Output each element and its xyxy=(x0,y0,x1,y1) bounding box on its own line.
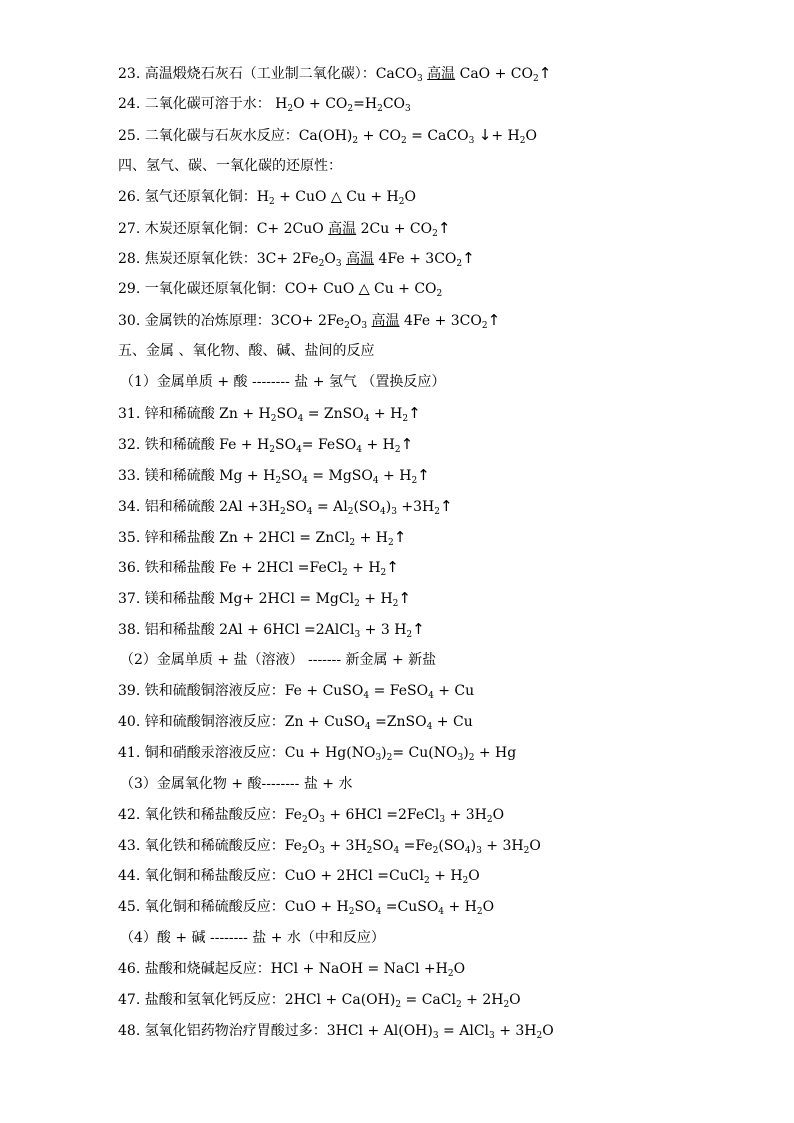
equation-line: 46. 盐酸和烧碱起反应：HCl + NaOH = NaCl $+H_2O$ xyxy=(118,961,466,980)
equation-line: 36. 铁和稀盐酸 Fe + 2HCl =FeCl$_2$ + $H_2↑$ xyxy=(118,558,399,579)
equation-line: 34. 铝和稀硫酸 $2Al +3H_2SO_4 = Al_2(SO_4)_3$ $+3H_2↑$ xyxy=(118,496,453,517)
equation-line: 26. 氢气还原氧化铜：$H_2$ + CuO △ $Cu + H_2O$ xyxy=(118,188,416,207)
equation-line: 40. 锌和硫酸铜溶液反应：Zn + CuSO$_4$ =ZnSO$_4$ + Cu xyxy=(118,713,473,732)
section-heading: 五、金属 、氧化物、酸、碱、盐间的反应 xyxy=(118,343,375,360)
subsection-heading: （1）金属单质 + 酸 -------- 盐 + 氢气 （置换反应） xyxy=(120,374,446,390)
equation-line: 39. 铁和硫酸铜溶液反应：Fe + CuSO$_4$ = FeSO$_4$ + Cu xyxy=(118,683,475,701)
equation-line: 35. 锌和稀盐酸 Zn + 2HCl = ZnCl$_2$ + $H_2↑$ xyxy=(118,527,407,548)
equation-line: 42. 氧化铁和稀盐酸反应：$Fe_2O_3 + 6HCl$ =2FeCl$_3$ + $3H_2O$ xyxy=(118,806,505,825)
equation-line: 37. 镁和稀盐酸 Mg+ 2HCl = MgCl$_2$ + $H_2↑$ xyxy=(118,589,411,610)
equation-line: 47. 盐酸和氢氧化钙反应：$2HCl + Ca(OH)_2$ = CaCl$_2$ + $2H_2O$ xyxy=(118,992,521,1010)
equation-line: 29. 一氧化碳还原氧化铜：CO+ CuO △ $Cu + CO_2$ xyxy=(118,281,443,300)
equation-line: 25. 二氧化碳与石灰水反应：$Ca(OH)_2 + CO_2$ = CaCO$_3$ ↓+ $H_2O$ xyxy=(118,125,537,146)
equation-line: 23. 高温煅烧石灰石（工业制二氧化碳）：CaCO$_3$ 高温 CaO + $CO_2↑$ xyxy=(118,64,552,84)
subsection-heading: （4）酸 + 碱 -------- 盐 + 水（中和反应） xyxy=(120,930,385,947)
equation-line: 45. 氧化铜和稀硫酸反应：CuO + $H_2SO_4$ =CuSO$_4$ + $H_2O$ xyxy=(118,899,495,918)
equation-line: 24. 二氧化碳可溶于水： $H_2O + CO_2=H_2CO_3$ xyxy=(118,95,411,114)
equation-line: 30. 金属铁的冶炼原理：$3CO+ 2Fe_2O_3$ 高温 $4Fe + 3CO_2↑$ xyxy=(118,311,501,332)
equation-line: 48. 氢氧化铝药物治疗胃酸过多：$3HCl + Al(OH)_3$ = AlCl$_3$ + $3H_2O$ xyxy=(118,1022,554,1041)
equation-line: 43. 氧化铁和稀硫酸反应：$Fe_2O_3 + 3H_2SO_4 =Fe_2(SO_4)_3 + 3H_2O$ xyxy=(118,837,541,856)
equation-line: 28. 焦炭还原氧化铁：$3C+ 2Fe_2O_3$ 高温 $4Fe + 3CO_2↑$ xyxy=(118,249,475,270)
equation-line: 41. 铜和硝酸汞溶液反应：$Cu + Hg(NO_3)_2= Cu(NO_3)_2 + Hg$ xyxy=(118,744,517,763)
equation-line: 44. 氧化铜和稀盐酸反应：CuO + 2HCl =CuCl$_2$ + $H_2O$ xyxy=(118,868,480,887)
equation-line: 27. 木炭还原氧化铜：C+ 2CuO 高温 $2Cu + CO_2↑$ xyxy=(118,218,451,239)
section-heading: 四、氢气、碳、一氧化碳的还原性： xyxy=(118,157,342,174)
subsection-heading: （2）金属单质 + 盐（溶液） ------- 新金属 + 新盐 xyxy=(120,652,437,669)
equation-line: 33. 镁和稀硫酸 $Mg + H_2SO_4$ = MgSO$_4$ + $H_2↑$ xyxy=(118,465,430,486)
equation-line: 38. 铝和稀盐酸 2Al + 6HCl =2AlCl$_3$ + 3 $H_2↑$ xyxy=(118,620,425,641)
equation-line: 32. 铁和稀硫酸 $Fe + H_2SO_4=$ FeSO$_4$ + $H_2↑$ xyxy=(118,434,414,455)
subsection-heading: （3）金属氧化物 + 酸-------- 盐 + 水 xyxy=(120,775,353,792)
equation-line: 31. 锌和稀硫酸 $Zn + H_2SO_4$ = ZnSO$_4$ + $H_2↑$ xyxy=(118,403,421,424)
